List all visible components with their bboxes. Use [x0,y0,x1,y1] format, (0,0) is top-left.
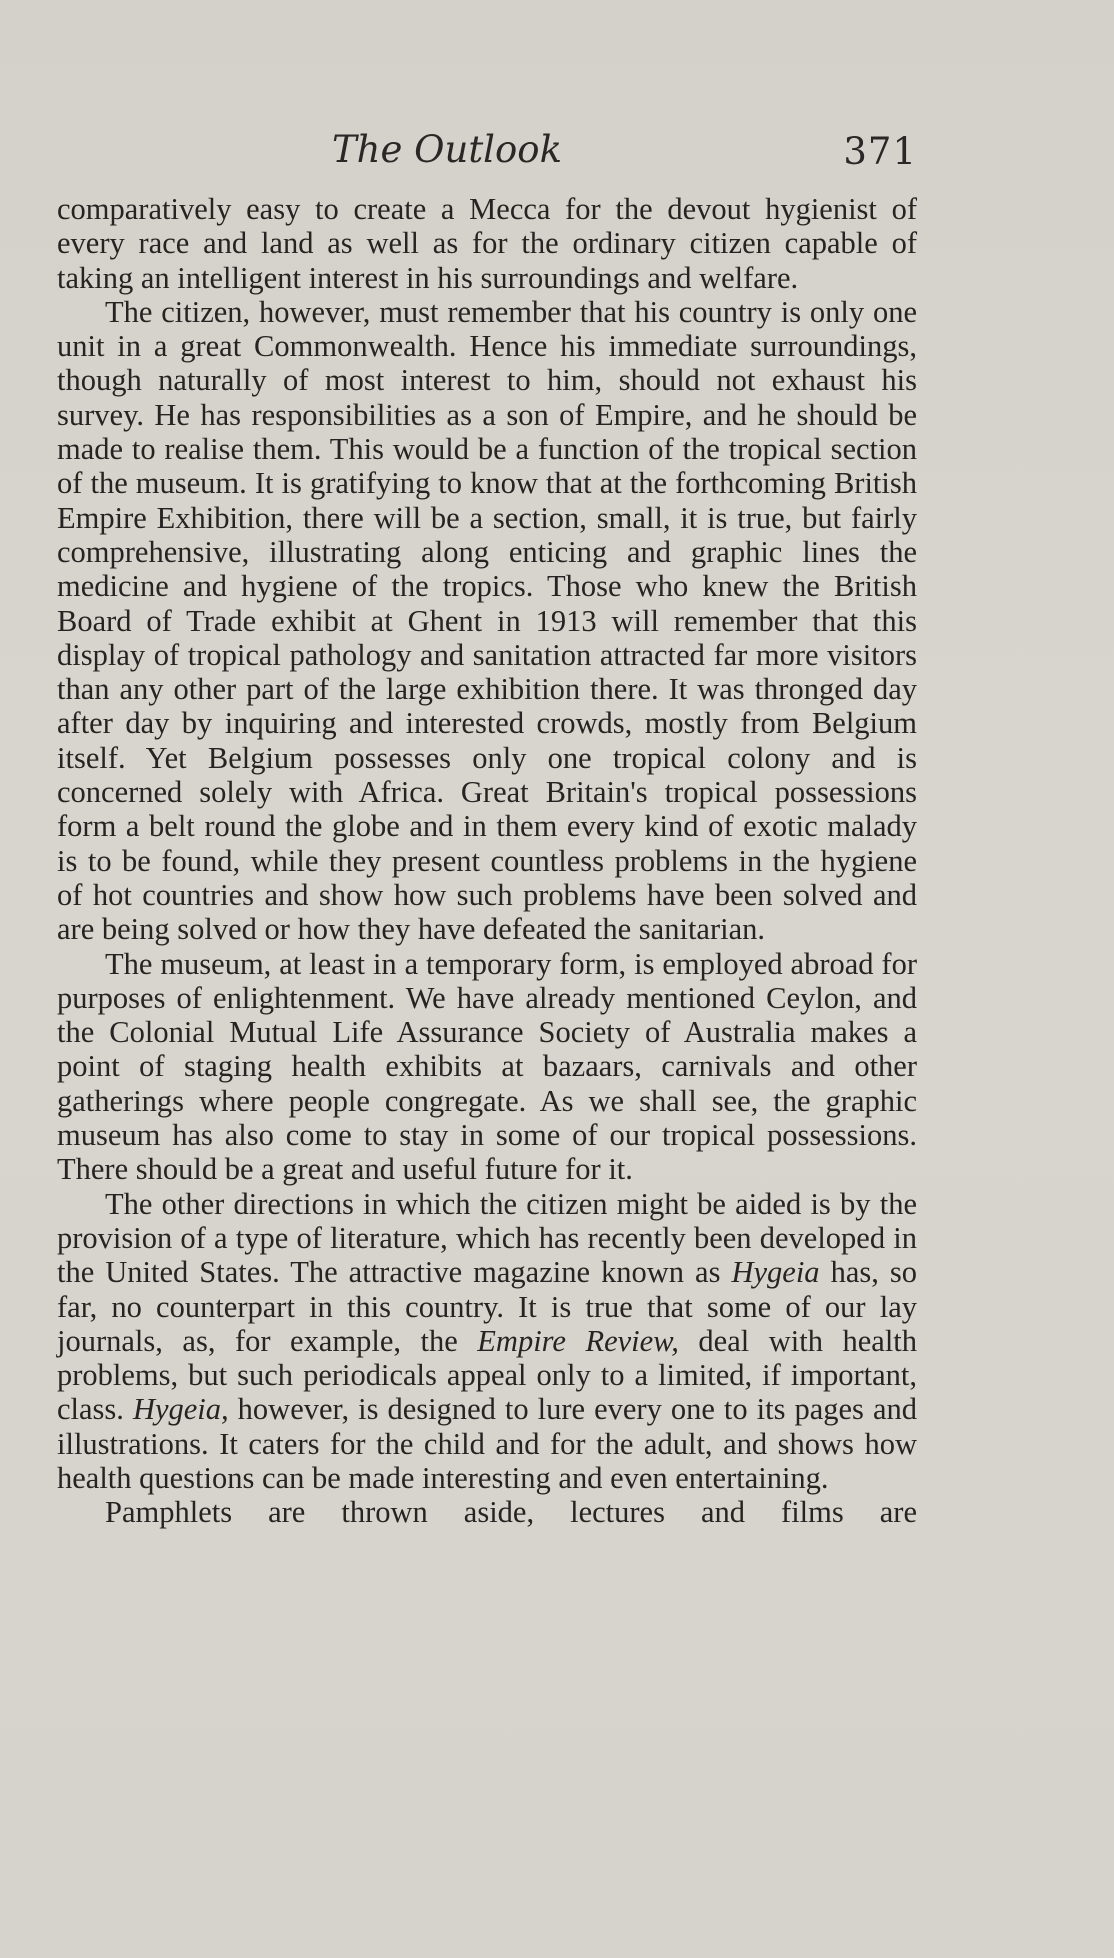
paragraph-1: comparatively easy to create a Mecca for the devout hygienist of every race and land as well as for the ordinary citizen capable of taking an intelligent interest in his surroundings and welfare. [57,192,917,295]
paragraph-4 [57,1187,917,1496]
paragraph-3: The museum, at least in a temporary form, is employed abroad for purposes of enlightenment. We have already mentioned Ceylon, and the Colonial Mutual Life Assurance Society of Australia makes a point of staging health exhibits at bazaars, carnivals and other gatherings where people congregate. As we shall see, the graphic museum has also come to stay in some of our tropical possessions. There should be a great and useful future for it. [57,946,917,1187]
paragraph-4-text-c: deal with health problems, but such periodicals appeal only to a limited, if important, class. [57,1323,918,1427]
paragraph-2: The citizen, however, must remember that his country is only one unit in a great Commonwealth. Hence his immediate surroundings, though naturally of most interest to him, should not exhaust his survey. He has responsibilities as a son of Empire, and he should be made to realise them. This would be a function of the tropical section of the museum. It is gratifying to know that at the forthcoming British Empire Exhibition, there will be a section, small, it is true, but fairly comprehensive, illustrating along enticing and graphic lines the medicine and hygiene of the tropics. Those who knew the British Board of Trade exhibit at Ghent in 1913 will remember that this display of tropical pathology and sanitation attracted far more visitors than any other part of the large exhibition there. It was thronged day after day by inquiring and interested crowds, mostly from Belgium itself. Yet Belgium possesses only one tropical colony and is concerned solely with Africa. Great Britain's tropical possessions form a belt round the globe and in them every kind of exotic malady is to be found, while they present countless problems in the hygiene of hot countries and show how such problems have been solved and are being solved or how they have defeated the sanitarian. [57,294,917,947]
hygeia-title: Hygeia [731,1255,820,1290]
body-text [57,192,917,1530]
running-head [57,124,917,180]
paragraph-4-text-d: however, is designed to lure every one to its pages and illustrations. It caters for the child and for the adult, and shows how health questions can be made interesting and even entertaining. [57,1392,917,1495]
page-number: 371 [843,130,917,173]
running-title: The Outlook [331,128,562,171]
paragraph-4-text-b: has, so far, no counterpart in this country. It is true that some of our lay journals, as, for example, the [57,1255,917,1358]
paragraph-4-text-a: The other directions in which the citizen might be aided is by the provision of a type of literature, which has recently been developed in the United States. The attractive magazine known as [57,1186,917,1290]
paragraph-5: Pamphlets are thrown aside, lectures and films are [105,1495,917,1530]
empire-review-title: Empire Review, [477,1323,679,1358]
hygeia-title-2: Hygeia, [132,1392,229,1427]
